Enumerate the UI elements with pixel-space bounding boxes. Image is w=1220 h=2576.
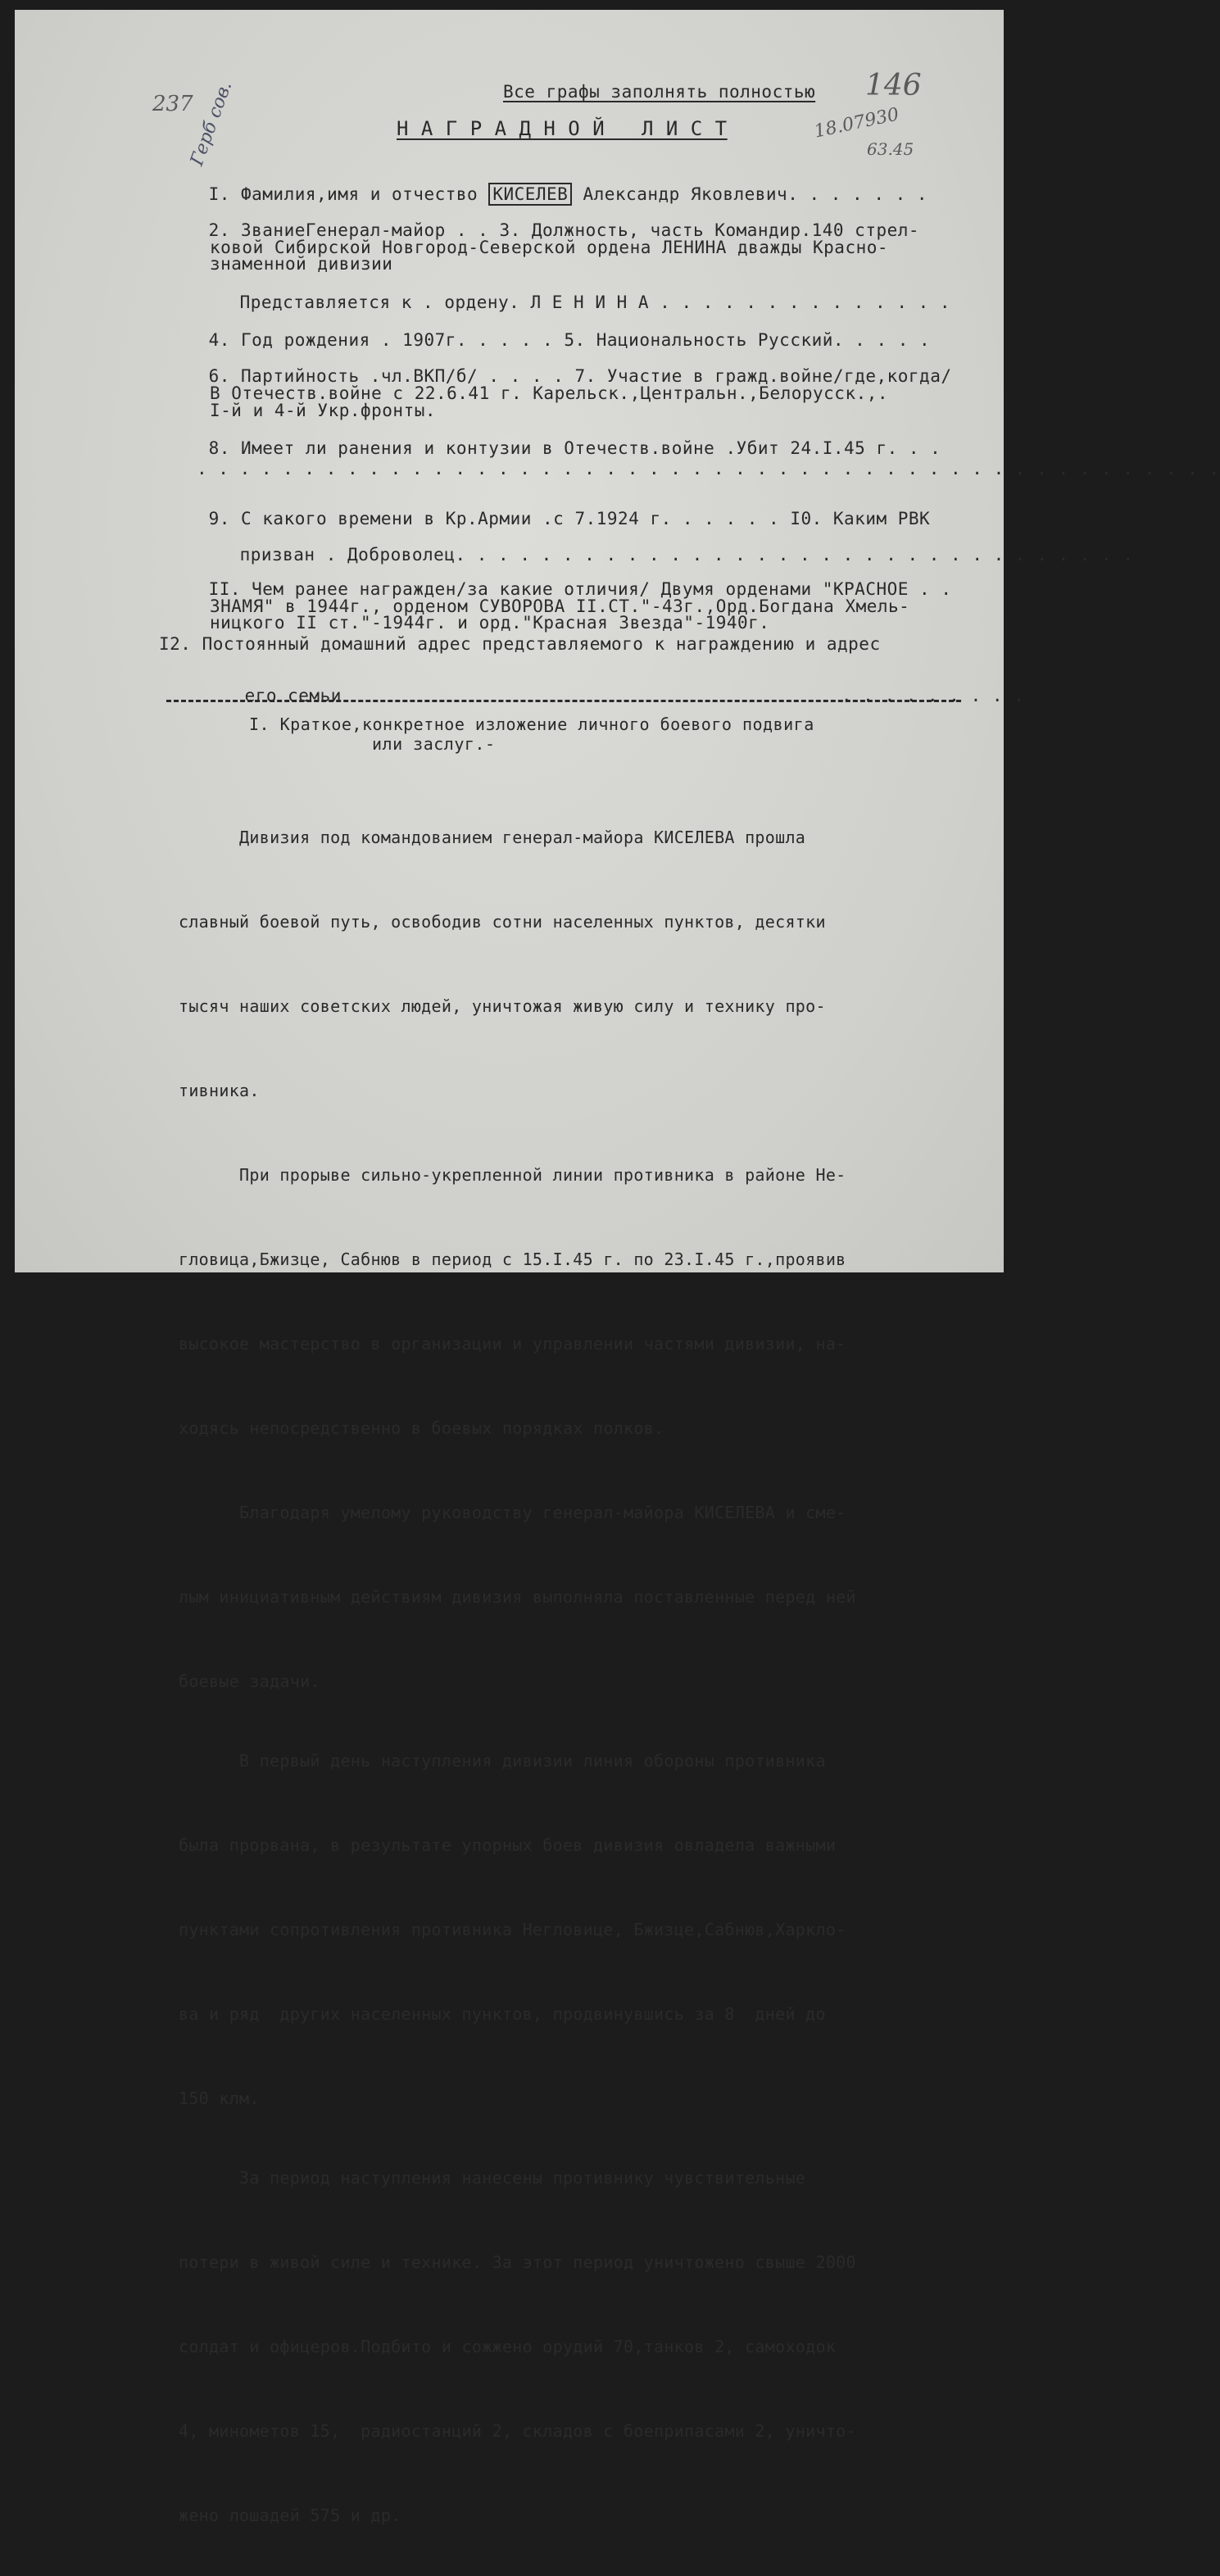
field-label: 9. С какого времени в Кр.Армии: [208, 509, 532, 528]
field-label: 8. Имеет ли ранения и контузии в Отечеств.войне: [208, 438, 715, 458]
archive-code-2: 63.45: [867, 139, 914, 159]
handwritten-signature: Герб сов.: [187, 79, 237, 169]
section-heading: I. Краткое,конкретное изложение личного боевого подвига: [249, 714, 814, 734]
field-label: призван: [239, 545, 315, 565]
field-awards-line-3: ницкого II ст."-1944г. и орд."Красная Звезда"-1940г.: [210, 613, 770, 633]
narrative-line: высокое мастерство в организации и управлении частями дивизии, на-: [179, 1334, 846, 1354]
narrative-line: В первый день наступления дивизии линия обороны противника: [179, 1751, 826, 1771]
field-label: Представляется к: [239, 293, 412, 312]
name-value: Александр Яковлевич. . . . . . .: [583, 184, 928, 204]
narrative-line: гловица,Бжизце, Сабнюв в период с 15.I.45 г. по 23.I.45 г.,проявив: [179, 1249, 846, 1269]
field-label: 2. Звание: [208, 220, 306, 240]
narrative-line: Благодаря умелому руководству генерал-майора КИСЕЛЕВА и сме-: [179, 1503, 846, 1522]
awards-value: Двумя орденами "КРАСНОЕ . .: [660, 579, 952, 599]
narrative-line: потери в живой силе и технике. За этот период уничтожено свыше 2000: [179, 2252, 856, 2272]
field-fronts-line: I-й и 4-й Укр.фронты.: [210, 401, 437, 420]
nominated-value: . ордену. Л Е Н И Н А . . . . . . . . . . . . . .: [423, 293, 951, 312]
narrative-line: боевые задачи.: [179, 1671, 320, 1691]
field-label: 4. Год рождения: [208, 330, 370, 350]
page-title: Н А Г Р А Д Н О Й Л И С Т: [397, 117, 728, 140]
field-unit-line-3: знаменной дивизии: [210, 254, 393, 274]
field-war-line: В Отечеств.войне с 22.6.41 г. Карельск.,Центральн.,Белорусск.,.: [210, 383, 889, 403]
narrative-line: солдат и офицеров.Подбито и сожжено орудий 70,танков 2, самоходок: [179, 2337, 837, 2356]
dotted-line: . . . . . . . . . . . . . . . . . . . . . . . . . . . . . . . . . . . . . . . . . . . . . . . .: [197, 459, 1220, 478]
narrative-line: При прорыве сильно-укрепленной линии противника в районе Не-: [179, 1165, 846, 1185]
narrative-line: Дивизия под командованием генерал-майора КИСЕЛЕВА прошла: [179, 828, 806, 847]
narrative-line: тысяч наших советских людей, уничтожая живую силу и технику про-: [179, 996, 826, 1016]
narrative-line: 4, минометов 15, радиостанций 2, складов с боеприпасами 2, уничто-: [179, 2421, 856, 2441]
narrative-line: славный боевой путь, освободив сотни населенных пунктов, десятки: [179, 912, 826, 932]
narrative-text: [179, 778, 977, 2575]
narrative-line: 150 клм.: [179, 2088, 260, 2108]
field-label: 6. Партийность: [208, 366, 360, 386]
surname-value: КИСЕЛЕВ: [488, 183, 572, 206]
award-sheet-page: [15, 10, 1220, 2525]
narrative-line: ходясь непосредственно в боевых порядках полков.: [179, 1418, 664, 1438]
field-label: его семьи: [244, 686, 342, 705]
drafted-value: . Доброволец. . . . . . . . . . . . . . . . . . . . . . . . . . . . . . . .: [325, 545, 1134, 565]
field-unit-line-2: ковой Сибирской Новгород-Северской ордена ЛЕНИНА дважды Красно-: [210, 238, 889, 257]
wounds-value: .Убит 24.I.45 г. . .: [725, 438, 941, 458]
rank-value: Генерал-майор . . 3. Должность, часть Командир.140 стрел-: [305, 220, 920, 240]
service-value: .с 7.1924 г. . . . . . I0. Каким РВК: [542, 509, 931, 528]
field-address-line: I2. Постоянный домашний адрес представляемого к награждению и адрес: [159, 634, 881, 654]
field-label: II. Чем ранее награжден/за какие отличия/: [208, 579, 651, 599]
narrative-line: пунктами сопротивления противника Негловице, Бжизце,Сабнюв,Харкло-: [179, 1920, 846, 1939]
narrative-line: За период наступления нанесены противнику чувствительные: [179, 2168, 806, 2188]
party-value: .чл.ВКП/б/ . . . . 7. Участие в гражд.войне/где,когда/: [370, 366, 952, 386]
archive-code: 18.07930: [812, 104, 901, 143]
field-awards-line-2: ЗНАМЯ" в 1944г., орденом СУВОРОВА II.СТ."-43г.,Орд.Богдана Хмель-: [210, 596, 910, 616]
left-archive-number: 237: [152, 92, 193, 116]
section-heading-2: или заслуг.-: [372, 734, 496, 754]
narrative-line: была прорвана, в результате упорных боев дивизия овладела важными: [179, 1835, 837, 1855]
narrative-line: жено лошадей 575 и др.: [179, 2506, 401, 2525]
narrative-line: тивника.: [179, 1081, 260, 1100]
family-dots: . . . . . . . . .: [841, 686, 1025, 705]
instruction-header: Все графы заполнять полностью: [503, 82, 816, 102]
section-divider: [166, 700, 961, 702]
field-label: I. Фамилия,имя и отчество: [208, 184, 478, 204]
narrative-line: ва и ряд других населенных пунктов, продвинувшись за 8 дней до: [179, 2004, 826, 2024]
narrative-line: лым инициативным действиям дивизия выполняла поставленные перед ней: [179, 1587, 856, 1607]
birth-value: . 1907г. . . . . 5. Национальность Русский. . . . .: [380, 330, 931, 350]
archive-number: 146: [865, 69, 922, 102]
